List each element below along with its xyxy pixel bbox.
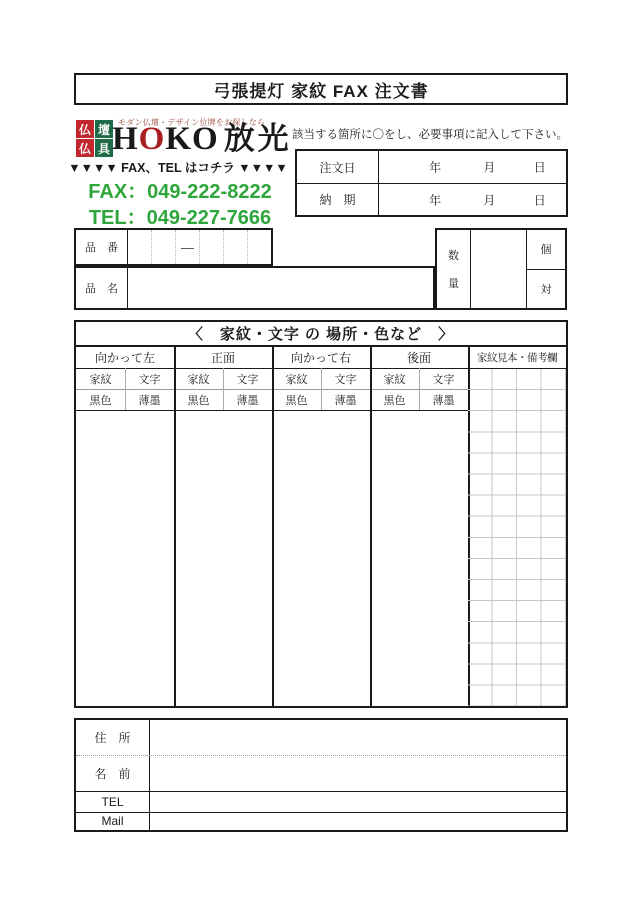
quantity-label [437, 230, 471, 308]
column-header-back: 後面 [406, 351, 431, 365]
quantity-input-area[interactable] [471, 230, 526, 308]
color-option-black[interactable]: 黒色 [187, 394, 210, 407]
column-header-left: 向かって左 [94, 351, 155, 365]
column-header-right: 向かって右 [290, 351, 351, 365]
logo-cell-gu: 具 [95, 139, 113, 157]
color-option-gray[interactable]: 薄墨 [432, 394, 455, 407]
product-code-cell[interactable] [200, 230, 224, 264]
unit-day: 日 [533, 193, 546, 207]
quantity-label-char: 量 [448, 278, 459, 290]
address-label: 住 所 [94, 731, 131, 745]
unit-pieces: 個 [527, 230, 565, 270]
color-option-black[interactable]: 黒色 [89, 394, 112, 407]
brand-logo-mark [76, 120, 114, 158]
product-code-cell[interactable] [152, 230, 176, 264]
color-option-gray[interactable]: 薄墨 [236, 394, 259, 407]
logo-cell-butsu2: 仏 [76, 139, 94, 157]
name-input-area[interactable] [150, 756, 566, 791]
form-title: 弓張提灯 家紋 FAX 注文書 [213, 81, 429, 101]
product-code-box [74, 228, 273, 266]
unit-year: 年 [429, 193, 442, 207]
color-option-gray[interactable]: 薄墨 [138, 394, 161, 407]
quantity-label-char: 数 [448, 250, 459, 262]
delivery-date-row [297, 183, 566, 215]
placement-table-title: 〈 家紋・文字 の 場所・色など 〉 [187, 326, 455, 343]
name-label: 名 前 [94, 767, 131, 781]
unit-pairs: 対 [540, 283, 552, 296]
subheader-crest: 家紋 [89, 374, 112, 386]
brand-wordmark [112, 121, 292, 157]
product-code-cell-separator[interactable]: — [176, 230, 200, 264]
product-code-cell[interactable] [128, 230, 152, 264]
fax-number: FAX：049-222-8222 [88, 181, 272, 203]
wordmark-kanji: 放光 [223, 121, 292, 156]
product-code-cell[interactable] [224, 230, 248, 264]
mail-input-area[interactable] [150, 812, 566, 830]
crest-entry-area-back[interactable] [370, 411, 468, 706]
unit-month: 月 [483, 160, 496, 175]
logo-cell-butsu1: 仏 [76, 120, 94, 138]
unit-day: 日 [533, 160, 546, 175]
subheader-crest: 家紋 [285, 374, 308, 386]
mail-label: Mail [101, 814, 124, 828]
product-code-label: 品 番 [76, 230, 128, 264]
subheader-text: 文字 [432, 374, 455, 386]
delivery-date-input-area[interactable] [379, 184, 566, 215]
tel-input-area[interactable] [150, 791, 566, 812]
order-date-label: 注文日 [297, 151, 379, 183]
order-date-input-area[interactable] [379, 151, 566, 183]
product-name-label: 品 名 [76, 268, 128, 308]
column-header-notes: 家紋見本・備考欄 [477, 352, 557, 364]
quantity-units [526, 230, 565, 308]
form-title-box [74, 73, 568, 105]
product-code-cell[interactable] [248, 230, 271, 264]
crest-entry-area-front[interactable] [174, 411, 272, 706]
subheader-crest: 家紋 [187, 374, 210, 386]
column-header-front: 正面 [210, 351, 235, 365]
product-name-box [74, 266, 435, 310]
tel-label: TEL [101, 794, 124, 809]
brand-tagline: モダン仏壇・デザイン位牌をお探しなら [118, 118, 266, 127]
placement-table [74, 320, 568, 708]
logo-cell-dan: 壇 [95, 120, 113, 138]
unit-year: 年 [429, 160, 442, 175]
product-name-input-area[interactable] [128, 268, 433, 308]
address-input-area[interactable] [150, 720, 566, 755]
crest-entry-area-right[interactable] [272, 411, 370, 706]
subheader-text: 文字 [236, 374, 259, 386]
color-option-black[interactable]: 黒色 [285, 394, 308, 407]
wordmark-o-red: O [138, 121, 166, 157]
unit-month: 月 [483, 193, 496, 207]
customer-info-table [74, 718, 568, 832]
wordmark-h: H [112, 121, 139, 157]
subheader-text: 文字 [138, 374, 161, 386]
delivery-date-label: 納 期 [297, 184, 379, 215]
wordmark-o: O [192, 121, 219, 157]
color-option-gray[interactable]: 薄墨 [334, 394, 357, 407]
order-date-table [295, 149, 568, 217]
subheader-text: 文字 [334, 374, 357, 386]
order-date-row [297, 151, 566, 183]
wordmark-k: K [165, 121, 193, 157]
subheader-crest: 家紋 [383, 374, 406, 386]
crest-entry-area-left[interactable] [76, 411, 174, 706]
contact-banner: ▼▼▼▼ FAX、TEL はコチラ ▼▼▼▼ [68, 161, 288, 175]
notes-grid[interactable] [468, 369, 566, 706]
product-code-cells [128, 230, 271, 264]
color-option-black[interactable]: 黒色 [383, 394, 406, 407]
tel-number: TEL：049-227-7666 [88, 207, 272, 229]
fill-in-instruction: 該当する箇所に〇をし、必要事項に記入して下さい。 [292, 129, 568, 141]
quantity-box [435, 228, 567, 310]
